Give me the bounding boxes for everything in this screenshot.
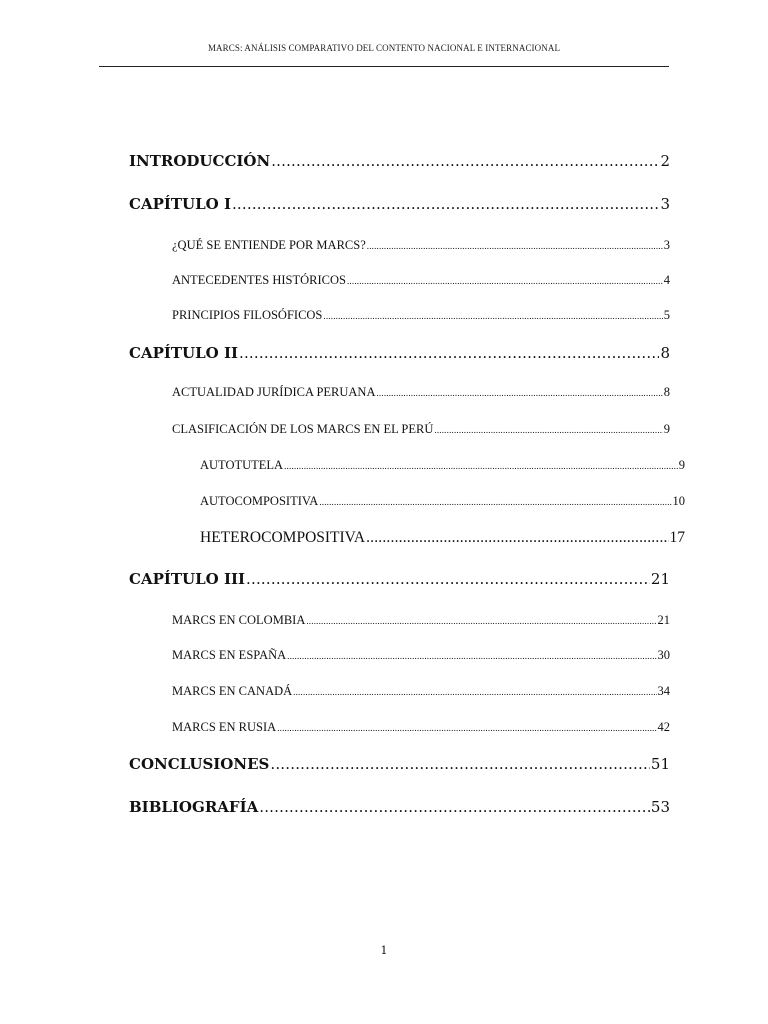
dot-leader: [287, 651, 656, 661]
toc-page-number: 34: [657, 684, 670, 698]
toc-page-number: 17: [669, 529, 685, 546]
header-rule: [99, 66, 669, 67]
toc-entry-que-se-entiende[interactable]: [172, 238, 670, 253]
toc-entry-title: ANTECEDENTES HISTÓRICOS: [172, 273, 346, 287]
toc-entry-title: CLASIFICACIÓN DE LOS MARCS EN EL PERÚ: [172, 422, 434, 436]
toc-entry-autotutela[interactable]: [200, 458, 685, 473]
toc-entry-actualidad[interactable]: [172, 385, 670, 400]
toc-entry-title: BIBLIOGRAFÍA: [129, 798, 259, 816]
dot-leader: [284, 461, 678, 471]
toc-page-number: 42: [657, 720, 670, 734]
toc-entry-title: CAPÍTULO I: [129, 195, 231, 213]
toc-page-number: 30: [657, 648, 670, 662]
toc-entry-title: CAPÍTULO II: [129, 344, 238, 362]
toc-page-number: 10: [672, 494, 685, 508]
toc-page-number: 8: [663, 385, 670, 399]
toc-entry-colombia[interactable]: [172, 613, 670, 628]
toc-entry-title: HETEROCOMPOSITIVA: [200, 529, 366, 546]
dot-leader: [347, 276, 663, 286]
running-header: MARCS: ANÁLISIS COMPARATIVO DEL CONTENTO NACIONAL E INTERNACIONAL: [207, 43, 561, 53]
toc-entry-introduccion[interactable]: [129, 152, 670, 170]
toc-page-number: 2: [660, 152, 670, 170]
toc-entry-title: ACTUALIDAD JURÍDICA PERUANA: [172, 385, 376, 399]
toc-entry-title: INTRODUCCIÓN: [129, 152, 271, 170]
toc-entry-espana[interactable]: [172, 648, 670, 663]
dot-leader: [293, 687, 656, 697]
dot-leader: [277, 723, 656, 733]
dot-leader: [232, 195, 659, 213]
toc-entry-conclusiones[interactable]: [129, 755, 670, 773]
toc-entry-title: CAPÍTULO III: [129, 570, 246, 588]
dot-leader: [367, 241, 663, 251]
toc-entry-antecedentes[interactable]: [172, 273, 670, 288]
dot-leader: [323, 311, 662, 321]
toc-entry-title: AUTOCOMPOSITIVA: [200, 494, 319, 508]
toc-entry-capitulo-2[interactable]: [129, 344, 670, 362]
toc-page-number: 21: [650, 570, 670, 588]
toc-entry-title: MARCS EN COLOMBIA: [172, 613, 306, 627]
dot-leader: [239, 344, 659, 362]
toc-page-number: 21: [657, 613, 670, 627]
dot-leader: [271, 152, 659, 170]
toc-entry-heterocompositiva[interactable]: [200, 529, 685, 547]
toc-page-number: 8: [660, 344, 670, 362]
toc-page-number: 9: [663, 422, 670, 436]
dot-leader: [319, 497, 671, 507]
toc-entry-clasificacion[interactable]: [172, 422, 670, 437]
dot-leader: [259, 798, 650, 816]
toc-entry-capitulo-1[interactable]: [129, 195, 670, 213]
toc-entry-rusia[interactable]: [172, 720, 670, 735]
dot-leader: [376, 388, 662, 398]
toc-entry-autocompositiva[interactable]: [200, 494, 685, 509]
dot-leader: [306, 616, 656, 626]
toc-page-number: 4: [663, 273, 670, 287]
toc-entry-title: CONCLUSIONES: [129, 755, 270, 773]
toc-entry-bibliografia[interactable]: [129, 798, 670, 816]
toc-page-number: 53: [650, 798, 670, 816]
toc-entry-canada[interactable]: [172, 684, 670, 699]
toc-entry-title: MARCS EN ESPAÑA: [172, 648, 287, 662]
toc-entry-title: AUTOTUTELA: [200, 458, 284, 472]
toc-entry-title: MARCS EN CANADÁ: [172, 684, 293, 698]
toc-entry-title: ¿QUÉ SE ENTIENDE POR MARCS?: [172, 238, 366, 252]
toc-entry-capitulo-3[interactable]: [129, 570, 670, 588]
toc-entry-title: MARCS EN RUSIA: [172, 720, 277, 734]
toc-page-number: 9: [678, 458, 685, 472]
toc-page-number: 51: [650, 755, 670, 773]
dot-leader: [434, 425, 662, 435]
toc-entry-title: PRINCIPIOS FILOSÓFICOS: [172, 308, 323, 322]
toc-page-number: 3: [663, 238, 670, 252]
toc-entry-principios[interactable]: [172, 308, 670, 323]
dot-leader: [270, 755, 650, 773]
dot-leader: [366, 529, 668, 547]
toc-page-number: 5: [663, 308, 670, 322]
toc-page-number: 3: [660, 195, 670, 213]
page-number: 1: [380, 944, 388, 957]
dot-leader: [246, 570, 650, 588]
